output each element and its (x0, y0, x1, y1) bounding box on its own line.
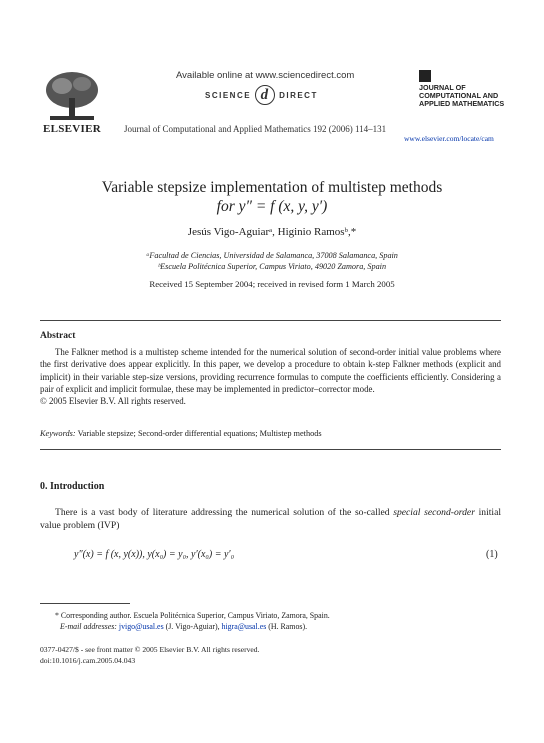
keywords (40, 429, 322, 438)
keywords-text: Variable stepsize; Second-order differential equations; Multistep methods (75, 429, 322, 438)
doi-line: doi:10.1016/j.cam.2005.04.043 (40, 656, 136, 665)
intro-italic: special second-order (393, 507, 475, 518)
equation: y″(x) = f (x, y(x)), y(x₀) = y₀, y′(x₀) = y′₀ (74, 549, 235, 560)
abstract-paragraph: The Falkner method is a multistep scheme intended for the numerical solution of second-order initial value problems where the first derivative does appear explicitly. In this paper, we develop a procedure to obtain k-step Falkner methods (explicit and implicit) in their variable step-size versions, providing recurrence formulas to compute the coefficients efficiently. Considering a pair of explicit and implicit formulae, these may be implemented in predictor–corrector mode. (40, 347, 501, 394)
issn-line: 0377-0427/$ - see front matter © 2005 Elsevier B.V. All rights reserved. (40, 645, 260, 654)
divider-bottom (40, 449, 501, 450)
journal-logo-line: APPLIED MATHEMATICS (419, 99, 505, 108)
footnote-corresponding: * Corresponding author. Escuela Politécnica Superior, Campus Viriato, Zamora, Spain. (55, 611, 330, 620)
intro-text-after: initial value problem (IVP) (40, 507, 502, 531)
abstract-body (40, 346, 501, 407)
received-dates: Received 15 September 2004; received in revised form 1 March 2005 (149, 279, 395, 289)
paper-title (0, 178, 544, 216)
sciencedirect-logo (205, 84, 318, 106)
sd-circle-mark: d (255, 85, 275, 105)
affiliation-b: ᵇEscuela Politécnica Superior, Campus Viriato, 49020 Zamora, Spain (157, 262, 387, 271)
journal-logo-mark (419, 70, 431, 82)
section-heading: 0. Introduction (40, 481, 105, 492)
journal-logo-line: JOURNAL OF (419, 83, 466, 92)
email-link-vigo[interactable]: jvigo@usal.es (118, 622, 164, 631)
publisher-name: ELSEVIER (42, 123, 102, 135)
footnote-rule (40, 603, 130, 604)
available-online-text: Available online at www.sciencedirect.com (176, 70, 355, 81)
abstract-heading: Abstract (40, 331, 76, 341)
intro-paragraph (40, 506, 501, 532)
journal-url-link[interactable]: www.elsevier.com/locate/cam (404, 134, 494, 143)
divider-top (40, 320, 501, 321)
affiliation-a: ᵃFacultad de Ciencias, Universidad de Salamanca, 37008 Salamanca, Spain (146, 251, 398, 260)
keywords-label: Keywords: (40, 429, 76, 438)
journal-logo (419, 84, 509, 108)
journal-logo-line: COMPUTATIONAL AND (419, 91, 499, 100)
email-name-ramos: (H. Ramos). (266, 622, 308, 631)
sd-right-word: DIRECT (279, 90, 318, 100)
email-label: E-mail addresses: (60, 622, 117, 631)
sd-left-word: SCIENCE (205, 90, 252, 100)
title-line-2: for y″ = f (x, y, y′) (216, 198, 328, 215)
title-line-1: Variable stepsize implementation of multistep methods (101, 179, 443, 196)
elsevier-tree-logo (40, 68, 104, 126)
email-name-vigo: (J. Vigo-Aguiar), (163, 622, 222, 631)
equation-number: (1) (486, 549, 498, 560)
abstract-copyright: © 2005 Elsevier B.V. All rights reserved. (40, 396, 186, 407)
authors: Jesús Vigo-Aguiarᵃ, Higinio Ramosᵇ,* (187, 226, 357, 238)
email-link-ramos[interactable]: higra@usal.es (221, 622, 267, 631)
footnote-emails (60, 621, 307, 632)
intro-text: There is a vast body of literature addressing the numerical solution of the so-called (55, 507, 394, 518)
journal-reference: Journal of Computational and Applied Mathematics 192 (2006) 114–131 (124, 124, 387, 134)
